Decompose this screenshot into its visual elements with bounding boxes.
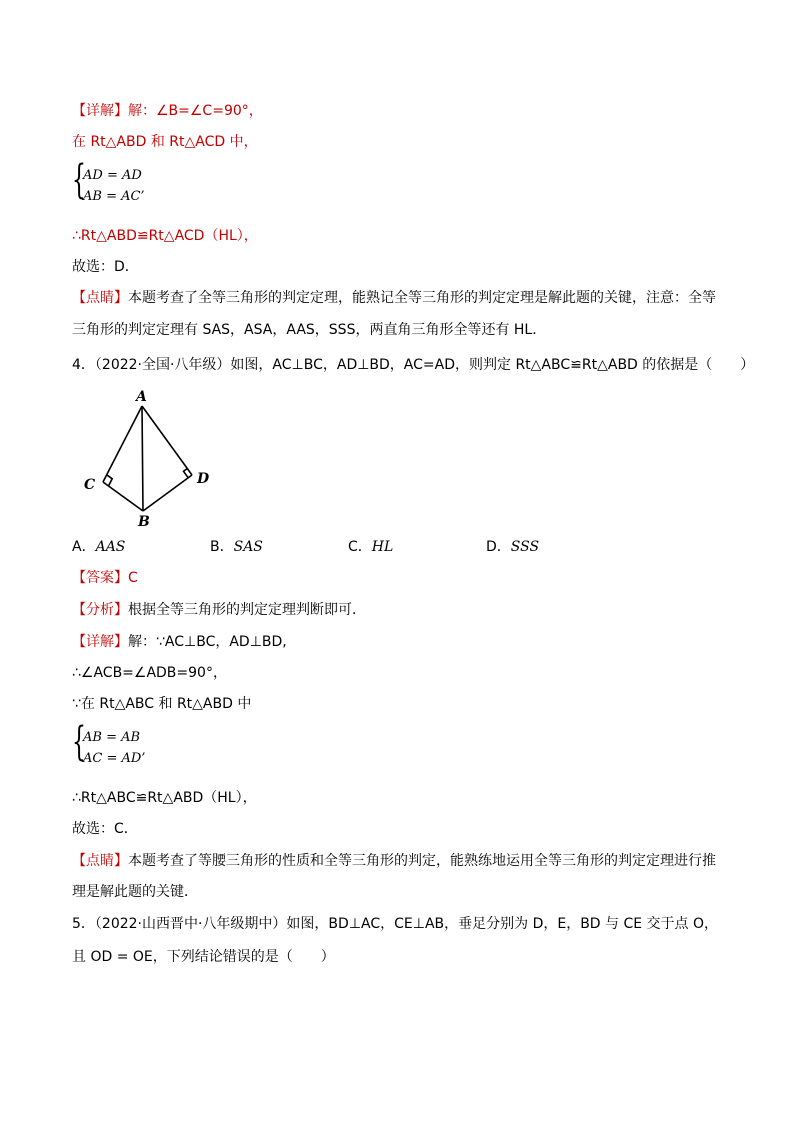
option-b[interactable]: B．SAS [210,539,263,555]
conclusion-line-2: ∴Rt△ABC≌Rt△ABD（HL）， [72,790,257,806]
in-triangles-line: 在 Rt△ABD 和 Rt△ACD 中， [72,134,258,150]
option-c[interactable]: C．HL [348,539,394,555]
analysis-text: 根据全等三角形的判定定理判断即可． [128,602,366,618]
answer-tag: 【答案】 [72,570,128,586]
equation-row: AB = AC’ [83,189,145,204]
detail-text: 解：∵AC⊥BC，AD⊥BD, [128,634,287,650]
detail-line-1 [72,101,263,121]
comment-line-1 [72,288,716,308]
comment-line-2: 三角形的判定定理有 SAS，ASA，AAS，SSS，两直角三角形全等还有 HL． [72,322,547,338]
question-4-stem: 4．（2022·全国·八年级）如图，AC⊥BC，AD⊥BD，AC=AD，则判定 Rt△ABC≌Rt△ABD 的依据是（ ） [72,357,755,373]
choose-line-2: 故选：C． [72,821,138,837]
detail-tag: 【详解】 [72,103,128,119]
label-a: A [136,389,147,405]
options-row [72,537,672,557]
comment-tag: 【点睛】 [72,290,128,306]
comment-tag: 【点睛】 [72,853,128,869]
comment-text: 本题考查了等腰三角形的性质和全等三角形的判定，能熟练地运用全等三角形的判定定理进行推 [128,853,716,869]
comment-line-4: 理是解此题的关键． [72,884,198,900]
segment-cb [103,482,143,511]
in-triangles-line-2: ∵在 Rt△ABC 和 Rt△ABD 中 [72,696,252,712]
angle-line: ∴∠ACB=∠ADB=90°， [72,665,227,681]
equation-row: AB = AB [83,730,141,745]
answer-line [72,568,138,588]
analysis-line [72,600,366,620]
detail-line-2 [72,632,287,652]
comment-text: 本题考查了全等三角形的判定定理，能熟记全等三角形的判定定理是解此题的关键，注意：全等 [128,290,716,306]
segment-ab [142,406,143,511]
question-5-stem-2: 且 OD = OE，下列结论错误的是（ ） [72,949,335,965]
segment-ad [142,406,192,475]
choose-line: 故选：D． [72,259,139,275]
equation-row: AD = AD [83,168,142,183]
conclusion-line: ∴Rt△ABD≌Rt△ACD（HL）， [72,228,258,244]
option-d[interactable]: D．SSS [486,539,540,555]
label-d: D [197,471,210,487]
label-b: B [138,514,150,528]
label-c: C [84,477,96,493]
answer-value: C [128,570,138,586]
equation-row: AC = AD’ [83,751,146,766]
segment-db [143,475,192,511]
option-a[interactable]: A．AAS [72,539,126,555]
segment-ac [103,406,142,482]
analysis-tag: 【分析】 [72,602,128,618]
question-5-stem-1: 5．（2022·山西晋中·八年级期中）如图，BD⊥AC，CE⊥AB，垂足分别为 D，E，BD 与 CE 交于点 O， [72,916,719,932]
detail-tag: 【详解】 [72,634,128,650]
triangle-figure [80,386,220,528]
detail-text: 解：∠B=∠C=90°， [128,103,263,119]
comment-line-3 [72,851,716,871]
